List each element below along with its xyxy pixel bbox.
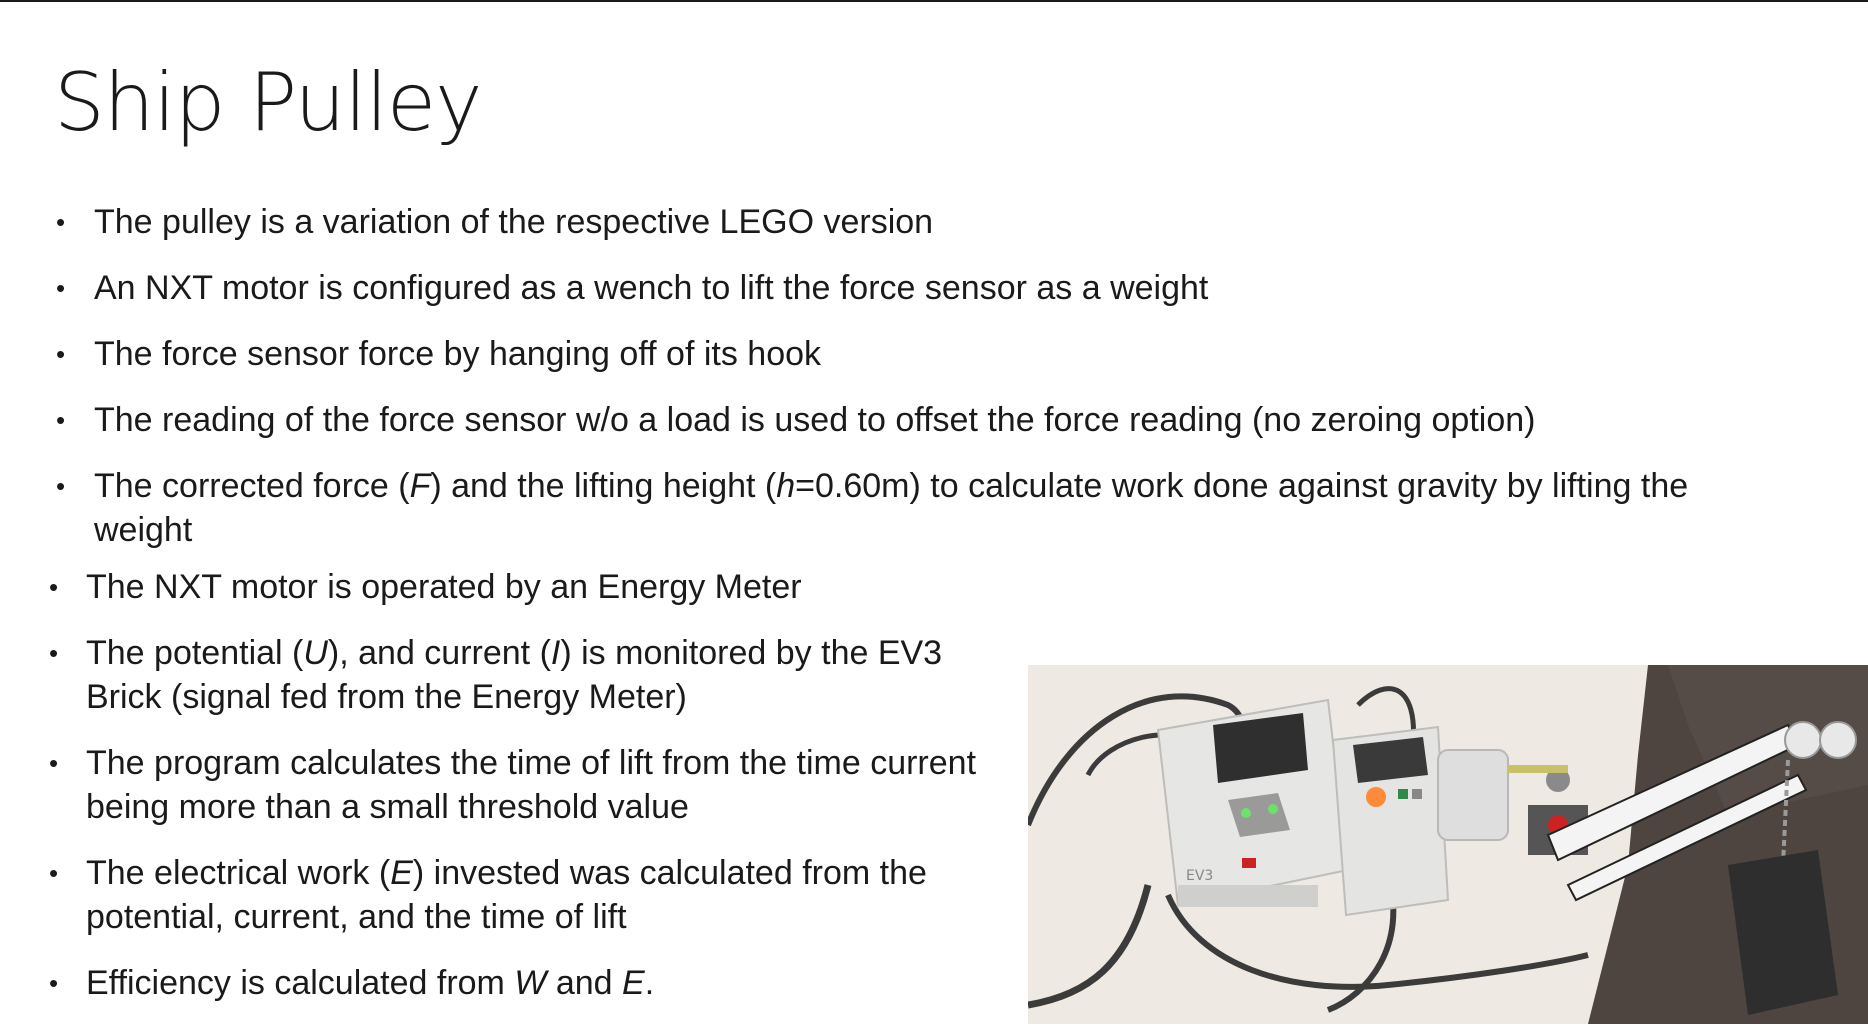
- ev3-brick: [1158, 700, 1348, 907]
- bullet-text: .: [644, 964, 655, 1002]
- bullet-text: The NXT motor is operated by an Energy Meter: [86, 568, 802, 606]
- bullet-variable: E: [390, 854, 413, 892]
- bullet-variable: U: [303, 634, 328, 672]
- lego-pulley-illustration: [1028, 665, 1868, 1024]
- bullet-variable: h: [776, 467, 796, 505]
- bullet-item: [47, 631, 1007, 719]
- bullet-item: [54, 266, 1774, 310]
- bullet-text: Efficiency is calculated from: [86, 964, 515, 1002]
- bullet-dot: •: [49, 858, 59, 888]
- bullet-text: and: [546, 964, 623, 1002]
- bullet-text: The program calculates the time of lift from the time current being more than a small threshold value: [86, 744, 977, 826]
- bullet-text: The potential (: [86, 634, 304, 672]
- bullet-text: ) invested was calculated from the potential, current, and the time of lift: [86, 854, 927, 936]
- bullet-item: [54, 464, 1774, 552]
- bullet-text: An NXT motor is configured as a wench to lift the force sensor as a weight: [94, 269, 1209, 307]
- bullet-dot: •: [56, 471, 66, 501]
- bullet-list-top: [54, 200, 1774, 574]
- bullet-variable: W: [514, 964, 547, 1002]
- bullet-text: The reading of the force sensor w/o a load is used to offset the force reading (no zeroing option): [94, 401, 1536, 439]
- bullet-dot: •: [49, 748, 59, 778]
- bullet-text: The pulley is a variation of the respective LEGO version: [94, 203, 934, 241]
- bullet-item: [54, 332, 1774, 376]
- bullet-dot: •: [56, 273, 66, 303]
- bullet-dot: •: [49, 572, 59, 602]
- top-rule: [0, 0, 1868, 2]
- bullet-item: [47, 565, 1007, 609]
- bullet-text: =0.60m) to calculate work done against gravity by lifting the weight: [94, 467, 1689, 549]
- bullet-dot: •: [49, 638, 59, 668]
- bullet-item: [54, 200, 1774, 244]
- bullet-item: [54, 398, 1774, 442]
- bullet-text: The electrical work (: [86, 854, 391, 892]
- bullet-variable: E: [622, 964, 645, 1002]
- lego-pulley-photo: [1028, 665, 1868, 1024]
- slide-title: Ship Pulley: [54, 56, 482, 149]
- bullet-variable: I: [550, 634, 561, 672]
- bullet-text: ) and the lifting height (: [430, 467, 777, 505]
- bullet-item: [47, 851, 1007, 939]
- bullet-item: [47, 961, 1007, 1005]
- ev3-brick-label: EV3: [1186, 868, 1214, 884]
- bullet-text: ), and current (: [327, 634, 551, 672]
- bullet-list-bottom: [47, 565, 1007, 1027]
- energy-meter: [1333, 727, 1448, 915]
- bullet-dot: •: [56, 339, 66, 369]
- bullet-text: ) is monitored by the EV3 Brick (signal fed from the Energy Meter): [86, 634, 943, 716]
- bullet-text: The force sensor force by hanging off of its hook: [94, 335, 822, 373]
- bullet-dot: •: [56, 207, 66, 237]
- bullet-dot: •: [56, 405, 66, 435]
- bullet-dot: •: [49, 968, 59, 998]
- bullet-variable: F: [409, 467, 431, 505]
- bullet-item: [47, 741, 1007, 829]
- bullet-text: The corrected force (: [94, 467, 410, 505]
